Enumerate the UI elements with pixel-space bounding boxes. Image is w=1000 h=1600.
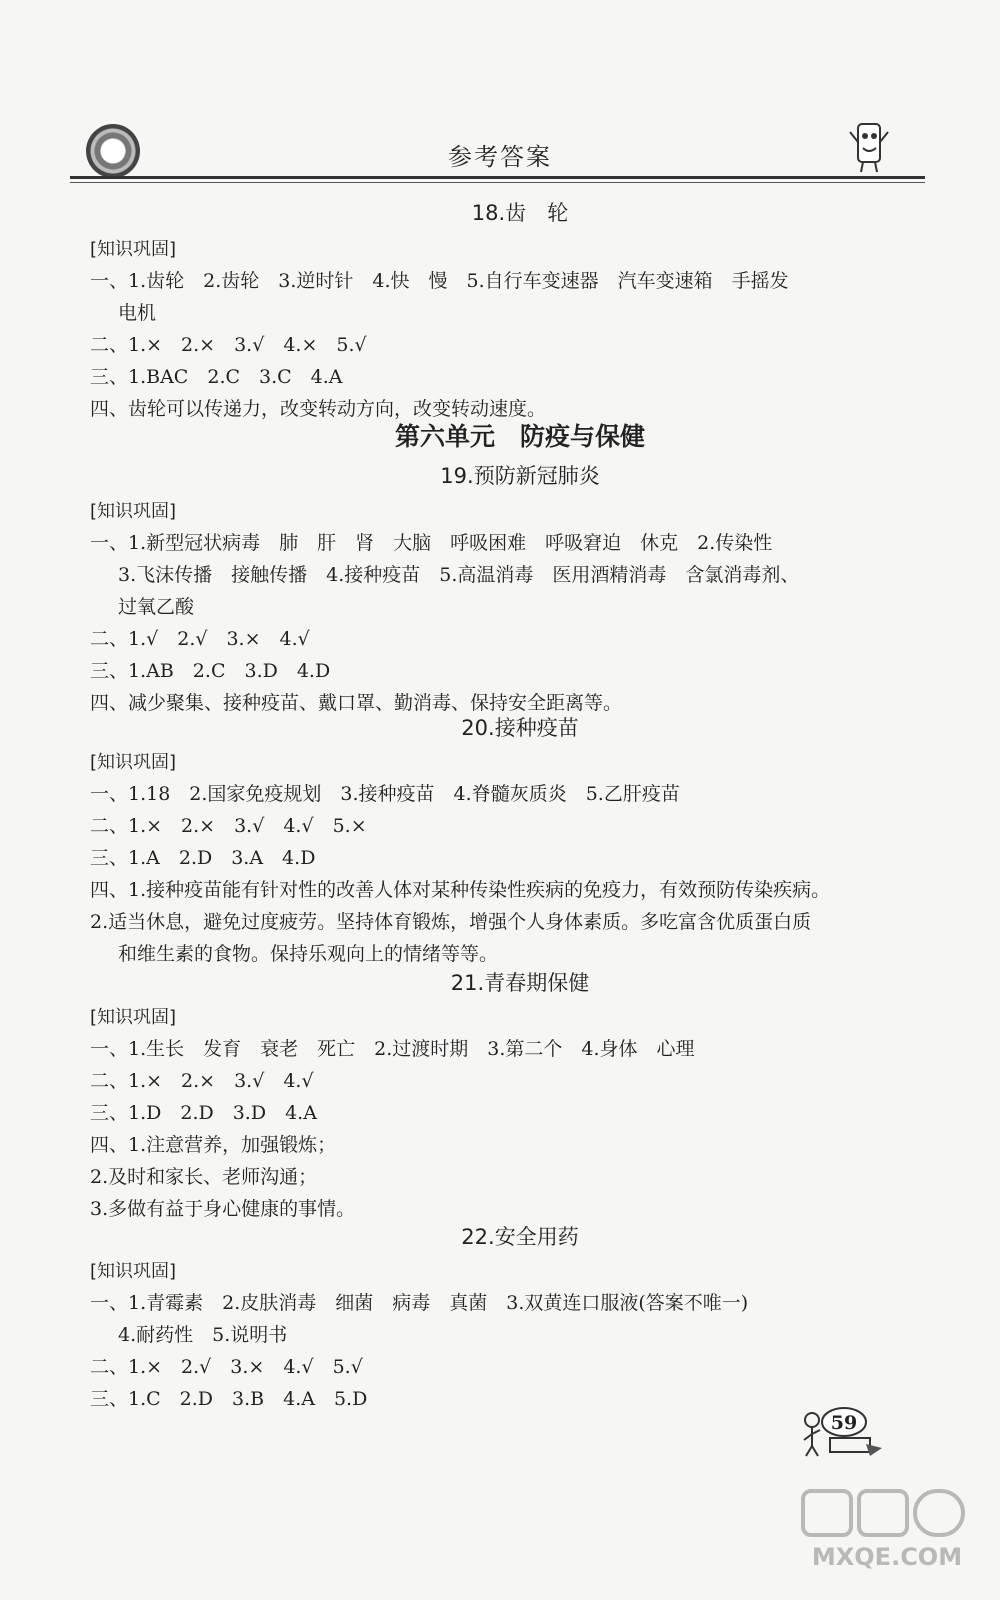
answer-line: 3.飞沫传播 接触传播 4.接种疫苗 5.高温消毒 医用酒精消毒 含氯消毒剂、 (118, 564, 800, 586)
answer-line: 过氧乙酸 (118, 596, 195, 618)
answer-line: 二、1.× 2.× 3.√ 4.× 5.√ (90, 334, 367, 356)
section-20 (90, 712, 910, 742)
answer-line: 一、1.新型冠状病毒 肺 肝 肾 大脑 呼吸困难 呼吸窘迫 休克 2.传染性 (90, 532, 773, 554)
section-22 (90, 1221, 910, 1251)
answer-line: 四、齿轮可以传递力，改变转动方向，改变转动速度。 (90, 398, 547, 420)
answer-line: 电机 (118, 302, 157, 324)
knowledge-label: [知识巩固] (90, 752, 177, 773)
page-header-title: 参考答案 (448, 143, 552, 171)
section-22-body (90, 1257, 910, 1415)
section-19 (90, 460, 910, 490)
answer-line: 四、1.接种疫苗能有针对性的改善人体对某种传染性疾病的免疫力，有效预防传染疾病。 (90, 879, 831, 901)
knowledge-label: [知识巩固] (90, 1007, 177, 1028)
answer-line: 二、1.× 2.× 3.√ 4.√ 5.× (90, 815, 367, 837)
answer-line: 3.多做有益于身心健康的事情。 (90, 1198, 356, 1220)
answer-line: 2.及时和家长、老师沟通； (90, 1166, 318, 1188)
header-rule (70, 176, 925, 179)
section-title: 20.接种疫苗 (461, 716, 579, 740)
answer-line: 一、1.18 2.国家免疫规划 3.接种疫苗 4.脊髓灰质炎 5.乙肝疫苗 (90, 783, 680, 805)
answer-line: 四、1.注意营养，加强锻炼； (90, 1134, 337, 1156)
answer-line: 三、1.AB 2.C 3.D 4.D (90, 660, 331, 682)
section-title: 19.预防新冠肺炎 (440, 464, 600, 488)
section-title: 18.齿 轮 (471, 201, 569, 225)
section-21 (90, 967, 910, 997)
answer-line: 二、1.√ 2.√ 3.× 4.√ (90, 628, 310, 650)
section-19-body (90, 497, 910, 719)
knowledge-label: [知识巩固] (90, 1261, 177, 1282)
watermark-text: MXQE.COM (811, 1543, 963, 1571)
answer-line: 三、1.C 2.D 3.B 4.A 5.D (90, 1388, 368, 1410)
answer-line: 四、减少聚集、接种疫苗、戴口罩、勤消毒、保持安全距离等。 (90, 692, 623, 714)
section-title: 22.安全用药 (461, 1225, 579, 1249)
unit-title: 第六单元 防疫与保健 (394, 422, 645, 451)
section-21-body (90, 1003, 910, 1225)
answer-line: 一、1.齿轮 2.齿轮 3.逆时针 4.快 慢 5.自行车变速器 汽车变速箱 手摇发 (90, 270, 789, 292)
section-title: 21.青春期保健 (450, 971, 590, 995)
page-number: 59 (830, 1412, 858, 1434)
answer-line: 三、1.BAC 2.C 3.C 4.A (90, 366, 343, 388)
answer-line: 一、1.生长 发育 衰老 死亡 2.过渡时期 3.第二个 4.身体 心理 (90, 1038, 695, 1060)
answer-line: 三、1.A 2.D 3.A 4.D (90, 847, 316, 869)
header-rule-thin (70, 182, 925, 183)
watermark-logo (799, 1487, 974, 1572)
section-18 (90, 197, 910, 227)
answer-line: 一、1.青霉素 2.皮肤消毒 细菌 病毒 真菌 3.双黄连口服液(答案不唯一) (90, 1292, 749, 1314)
page-number-badge (800, 1398, 885, 1460)
section-18-body (90, 235, 910, 425)
answer-line: 2.适当休息，避免过度疲劳。坚持体育锻炼，增强个人身体素质。多吃富含优质蛋白质 (90, 911, 812, 933)
pencil-mascot-icon (848, 118, 890, 174)
knowledge-label: [知识巩固] (90, 501, 177, 522)
unit-6-heading (90, 417, 910, 453)
answer-line: 4.耐药性 5.说明书 (118, 1324, 288, 1346)
answer-line: 和维生素的食物。保持乐观向上的情绪等等。 (118, 943, 499, 965)
section-20-body (90, 748, 910, 970)
knowledge-label: [知识巩固] (90, 239, 177, 260)
answer-line: 二、1.× 2.√ 3.× 4.√ 5.√ (90, 1356, 363, 1378)
answer-line: 二、1.× 2.× 3.√ 4.√ (90, 1070, 314, 1092)
answer-line: 三、1.D 2.D 3.D 4.A (90, 1102, 317, 1124)
